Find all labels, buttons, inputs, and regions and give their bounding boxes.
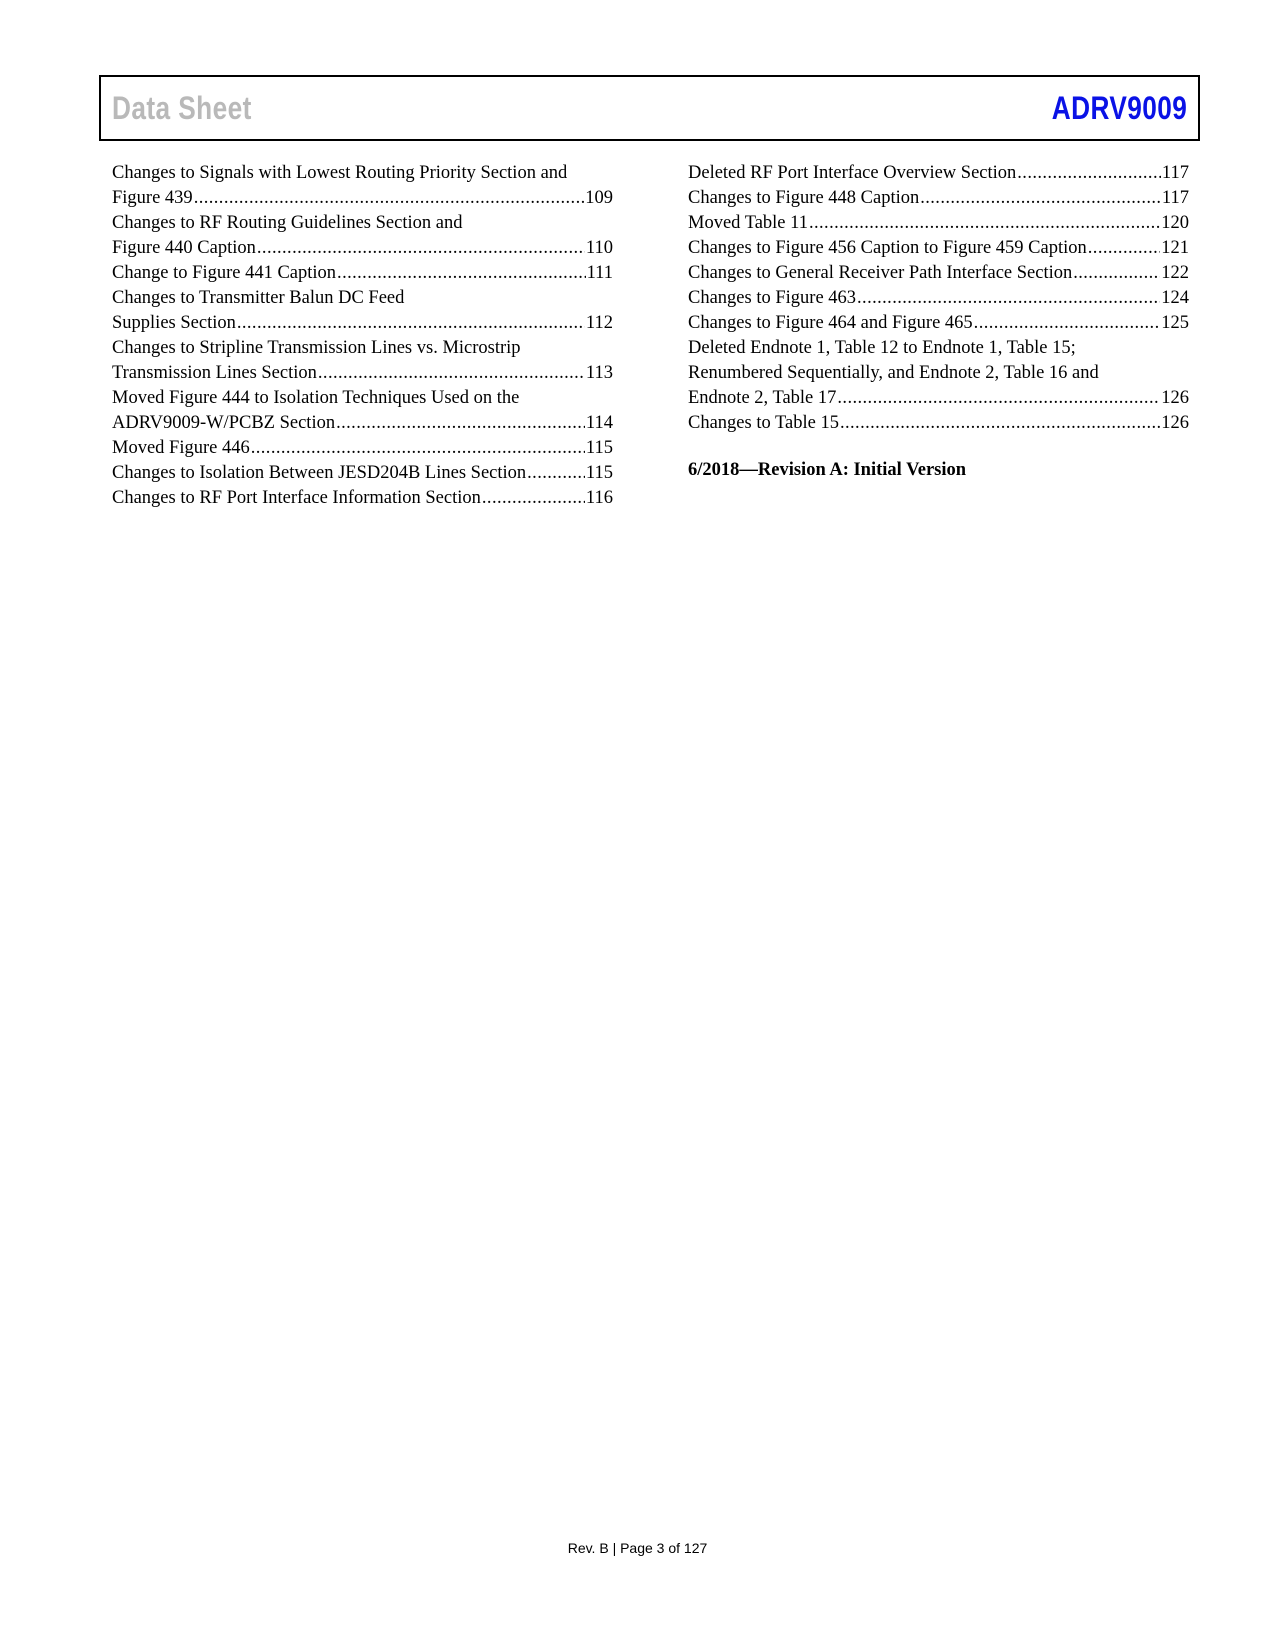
page-number: 115 — [585, 463, 613, 483]
revision-history-right-column — [688, 161, 1189, 483]
entry-leader-line — [688, 386, 1189, 411]
revision-entry — [688, 286, 1189, 311]
entry-text-line: Changes to Transmitter Balun DC Feed — [112, 288, 405, 308]
entry-leader-line — [688, 311, 1189, 336]
entry-text: Changes to General Receiver Path Interface Section — [688, 263, 1073, 283]
entry-leader-line — [688, 261, 1189, 286]
entry-text-line: Renumbered Sequentially, and Endnote 2, Table 16 and — [688, 363, 1099, 383]
page-number: 121 — [1161, 238, 1189, 258]
page-number: 112 — [585, 313, 613, 333]
page-number: 117 — [1161, 188, 1189, 208]
entry-leader-line — [688, 286, 1189, 311]
revision-entry — [688, 211, 1189, 236]
page-number: 124 — [1161, 288, 1189, 308]
page-number: 125 — [1161, 313, 1189, 333]
revision-a-heading: 6/2018—Revision A: Initial Version — [688, 460, 967, 480]
revision-entry — [112, 211, 613, 261]
dot-leader — [840, 411, 1160, 436]
page-header — [99, 75, 1200, 141]
entry-text: Changes to Figure 448 Caption — [688, 188, 920, 208]
revision-entry — [112, 286, 613, 336]
entry-text: Figure 440 Caption — [112, 238, 256, 258]
entry-leader-line — [688, 161, 1189, 186]
entry-text: Changes to Figure 456 Caption to Figure 459 Caption — [688, 238, 1087, 258]
revision-entry — [688, 261, 1189, 286]
page-number: 111 — [586, 263, 613, 283]
revision-entry — [112, 386, 613, 436]
page-number: 109 — [585, 188, 613, 208]
dot-leader — [1088, 236, 1160, 261]
entry-leader-line — [112, 461, 613, 486]
entry-text: Moved Figure 446 — [112, 438, 250, 458]
entry-leader-line — [112, 411, 613, 436]
page-number: 126 — [1161, 413, 1189, 433]
page-number: 126 — [1161, 388, 1189, 408]
entry-leader-line — [688, 211, 1189, 236]
page-number: 117 — [1161, 163, 1189, 183]
page-number: 110 — [585, 238, 613, 258]
entry-leader-line — [112, 361, 613, 386]
entry-text: ADRV9009-W/PCBZ Section — [112, 413, 336, 433]
page-number: 116 — [585, 488, 613, 508]
dot-leader — [527, 461, 585, 486]
revision-entry — [688, 161, 1189, 186]
entry-text-line: Changes to Signals with Lowest Routing Priority Section and — [112, 163, 568, 183]
revision-entry — [112, 461, 613, 486]
page-number: 114 — [585, 413, 613, 433]
entry-text: Supplies Section — [112, 313, 236, 333]
entry-leader-line — [112, 236, 613, 261]
entry-text: Endnote 2, Table 17 — [688, 388, 837, 408]
entry-text: Changes to Isolation Between JESD204B Lines Section — [112, 463, 527, 483]
dot-leader — [251, 436, 585, 461]
revision-entry — [688, 311, 1189, 336]
revision-entry — [112, 336, 613, 386]
dot-leader — [257, 236, 585, 261]
entry-leader-line — [112, 436, 613, 461]
entry-text-line: Deleted Endnote 1, Table 12 to Endnote 1, Table 15; — [688, 338, 1076, 358]
revision-entry — [688, 336, 1189, 411]
page-number: 120 — [1161, 213, 1189, 233]
entry-text: Figure 439 — [112, 188, 193, 208]
entry-text: Changes to Table 15 — [688, 413, 839, 433]
doc-type-title: Data Sheet — [112, 90, 252, 126]
revision-entry — [112, 486, 613, 511]
dot-leader — [857, 286, 1160, 311]
dot-leader — [974, 311, 1161, 336]
entry-text: Changes to Figure 463 — [688, 288, 857, 308]
revision-entry — [688, 186, 1189, 211]
dot-leader — [337, 261, 586, 286]
revision-history-left-column — [112, 161, 613, 511]
entry-leader-line — [688, 186, 1189, 211]
page-footer: Rev. B | Page 3 of 127 — [567, 1540, 708, 1556]
revision-entry — [688, 236, 1189, 261]
dot-leader — [809, 211, 1160, 236]
page-number: 115 — [585, 438, 613, 458]
dot-leader — [318, 361, 585, 386]
dot-leader — [920, 186, 1161, 211]
entry-leader-line — [112, 186, 613, 211]
revision-entry — [112, 261, 613, 286]
revision-entry — [112, 436, 613, 461]
dot-leader — [837, 386, 1160, 411]
part-number-title: ADRV9009 — [1051, 90, 1187, 126]
dot-leader — [237, 311, 585, 336]
entry-text-line: Changes to RF Routing Guidelines Section and — [112, 213, 463, 233]
entry-text: Changes to RF Port Interface Information Section — [112, 488, 481, 508]
entry-text: Change to Figure 441 Caption — [112, 263, 337, 283]
dot-leader — [1073, 261, 1160, 286]
dot-leader — [194, 186, 585, 211]
entry-text: Changes to Figure 464 and Figure 465 — [688, 313, 973, 333]
entry-leader-line — [112, 486, 613, 511]
entry-text-line: Moved Figure 444 to Isolation Techniques Used on the — [112, 388, 520, 408]
entry-leader-line — [688, 236, 1189, 261]
dot-leader — [482, 486, 585, 511]
entry-leader-line — [688, 411, 1189, 436]
dot-leader — [336, 411, 585, 436]
entry-leader-line — [112, 311, 613, 336]
entry-text: Transmission Lines Section — [112, 363, 317, 383]
revision-entry — [688, 411, 1189, 436]
page-number: 113 — [585, 363, 613, 383]
entry-text-line: Changes to Stripline Transmission Lines vs. Microstrip — [112, 338, 521, 358]
entry-text: Moved Table 11 — [688, 213, 808, 233]
dot-leader — [1017, 161, 1161, 186]
page-number: 122 — [1161, 263, 1189, 283]
entry-text: Deleted RF Port Interface Overview Section — [688, 163, 1017, 183]
revision-entry — [112, 161, 613, 211]
entry-leader-line — [112, 261, 613, 286]
